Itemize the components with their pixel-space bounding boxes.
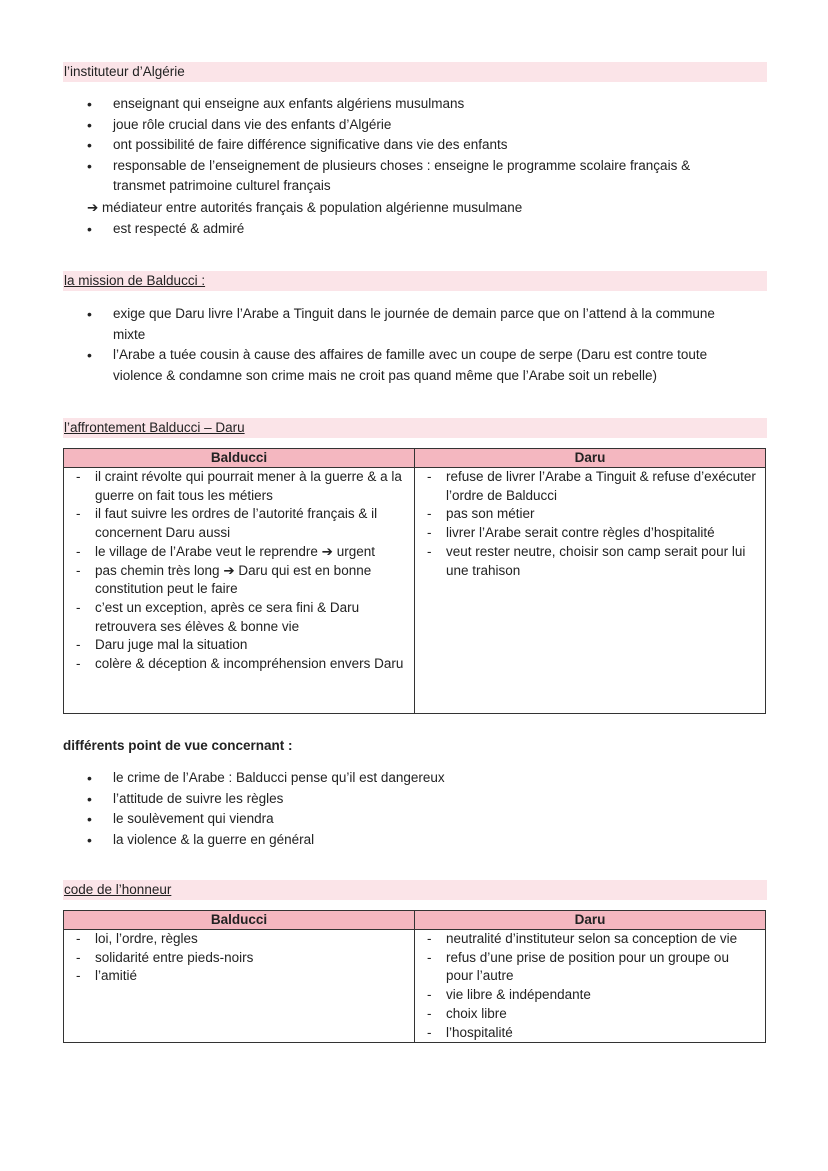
list-item: - choix libre [415,1005,765,1024]
column-header-balducci: Balducci [64,911,415,930]
code-honneur-table [63,910,766,1043]
section-heading-affrontement: l’affrontement Balducci – Daru [63,418,767,438]
list-item: - l’hospitalité [415,1024,765,1043]
list-item: - refus d’une prise de position pour un groupe ou pour l’autre [415,949,765,986]
section-heading-mission: la mission de Balducci : [63,271,767,291]
list-item: - le village de l’Arabe veut le reprendre ➔ urgent [64,543,414,562]
list-item: • le crime de l’Arabe : Balducci pense qu’il est dangereux [63,768,767,789]
list-item: • enseignant qui enseigne aux enfants algériens musulmans [63,94,767,115]
column-header-daru: Daru [415,911,766,930]
points-de-vue-bullet-list [63,768,767,850]
list-item: - colère & déception & incompréhension envers Daru [64,655,414,674]
list-item: - pas son métier [415,505,765,524]
list-item: - veut rester neutre, choisir son camp serait pour lui une trahison [415,543,765,580]
list-item: - il faut suivre les ordres de l’autorité français & il concernent Daru aussi [64,505,414,542]
section-heading-instituteur: l’instituteur d’Algérie [63,62,767,82]
document-page [63,62,767,1043]
list-item: - solidarité entre pieds-noirs [64,949,414,968]
instituteur-bullet-list [63,94,767,197]
daru-cell [415,468,766,714]
column-header-daru: Daru [415,449,766,468]
balducci-cell [64,930,415,1043]
list-item: - pas chemin très long ➔ Daru qui est en bonne constitution peut le faire [64,562,414,599]
list-item: • le soulèvement qui viendra [63,809,767,830]
list-item: • responsable de l’enseignement de plusieurs choses : enseigne le programme scolaire français & transmet patrimoine culturel français [63,156,767,197]
list-item: - c’est un exception, après ce sera fini & Daru retrouvera ses élèves & bonne vie [64,599,414,636]
list-item: • la violence & la guerre en général [63,830,767,851]
list-item: • joue rôle crucial dans vie des enfants d’Algérie [63,115,767,136]
column-header-balducci: Balducci [64,449,415,468]
list-item: • ont possibilité de faire différence significative dans vie des enfants [63,135,767,156]
affrontement-table [63,448,766,714]
list-item: - refuse de livrer l’Arabe a Tinguit & refuse d’exécuter l’ordre de Balducci [415,468,765,505]
daru-cell [415,930,766,1043]
list-item: - l’amitié [64,967,414,986]
list-item: - loi, l’ordre, règles [64,930,414,949]
list-item: • exige que Daru livre l’Arabe a Tinguit dans le journée de demain parce que on l’attend à la commune mixte [63,304,767,345]
list-item: - neutralité d’instituteur selon sa conception de vie [415,930,765,949]
mission-bullet-list [63,304,767,386]
list-item: - Daru juge mal la situation [64,636,414,655]
list-item: - vie libre & indépendante [415,986,765,1005]
list-item: • l’attitude de suivre les règles [63,789,767,810]
list-item: - il craint révolte qui pourrait mener à la guerre & a la guerre on fait tous les métiers [64,468,414,505]
instituteur-bullet-list-2 [63,219,767,240]
section-heading-code-honneur: code de l’honneur [63,880,767,900]
section-heading-points-de-vue: différents point de vue concernant : [63,738,293,753]
list-item: - livrer l’Arabe serait contre règles d’hospitalité [415,524,765,543]
balducci-cell [64,468,415,714]
arrow-line: ➔ médiateur entre autorités français & population algérienne musulmane [87,199,523,215]
list-item: • l’Arabe a tuée cousin à cause des affaires de famille avec un coupe de serpe (Daru est contre toute violence & condamne son crime mais ne croit pas quand même que l’Arabe soit un rebelle) [63,345,767,386]
list-item: • est respecté & admiré [63,219,767,240]
